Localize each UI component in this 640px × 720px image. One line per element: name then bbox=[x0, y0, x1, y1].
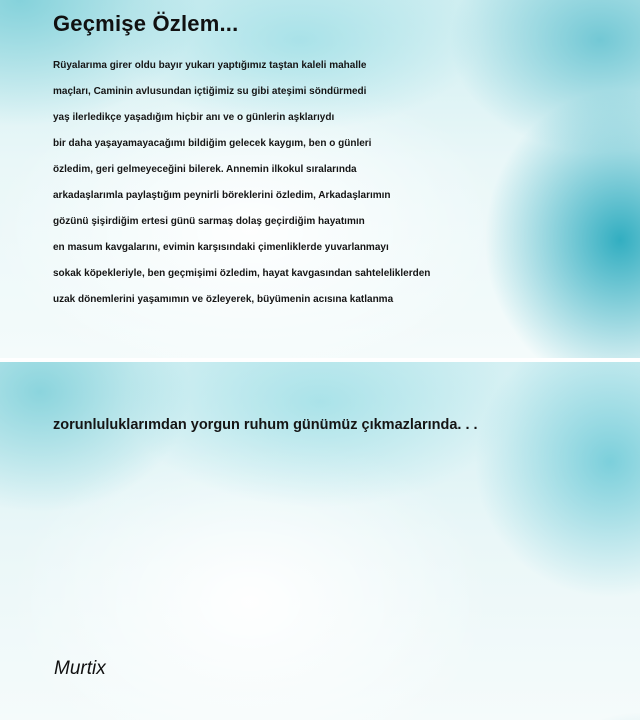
poem-body bbox=[53, 53, 640, 313]
poem-title: Geçmişe Özlem... bbox=[53, 11, 239, 36]
poem-author: Murtix bbox=[54, 658, 106, 679]
poem-line: bir daha yaşayamayacağımı bildiğim gelecek kaygım, ben o günleri bbox=[53, 138, 372, 149]
poem-line: en masum kavgalarını, evimin karşısındaki çimenliklerde yuvarlanmayı bbox=[53, 242, 389, 253]
poem-continuation-line: zorunluluklarımdan yorgun ruhum günümüz çıkmazlarında. . . bbox=[53, 417, 478, 433]
poem-line: özledim, geri gelmeyeceğini bilerek. Annemin ilkokul sıralarında bbox=[53, 164, 357, 175]
poem-panel-bottom bbox=[0, 362, 640, 720]
poem-line: yaş ilerledikçe yaşadığım hiçbir anı ve o günlerin aşklarıydı bbox=[53, 112, 335, 123]
poem-line: sokak köpekleriyle, ben geçmişimi özledim, hayat kavgasından sahteleliklerden bbox=[53, 268, 431, 279]
poem-line: arkadaşlarımla paylaştığım peynirli böreklerini özledim, Arkadaşlarımın bbox=[53, 190, 391, 201]
poem-panel-top bbox=[0, 0, 640, 358]
poem-line: gözünü şişirdiğim ertesi günü sarmaş dolaş geçirdiğim hayatımın bbox=[53, 216, 365, 227]
poem-line: uzak dönemlerini yaşamımın ve özleyerek, büyümenin acısına katlanma bbox=[53, 294, 394, 305]
poem-line: maçları, Caminin avlusundan içtiğimiz su gibi ateşimi söndürmedi bbox=[53, 86, 367, 97]
poem-line: Rüyalarıma girer oldu bayır yukarı yaptığımız taştan kaleli mahalle bbox=[53, 60, 367, 71]
